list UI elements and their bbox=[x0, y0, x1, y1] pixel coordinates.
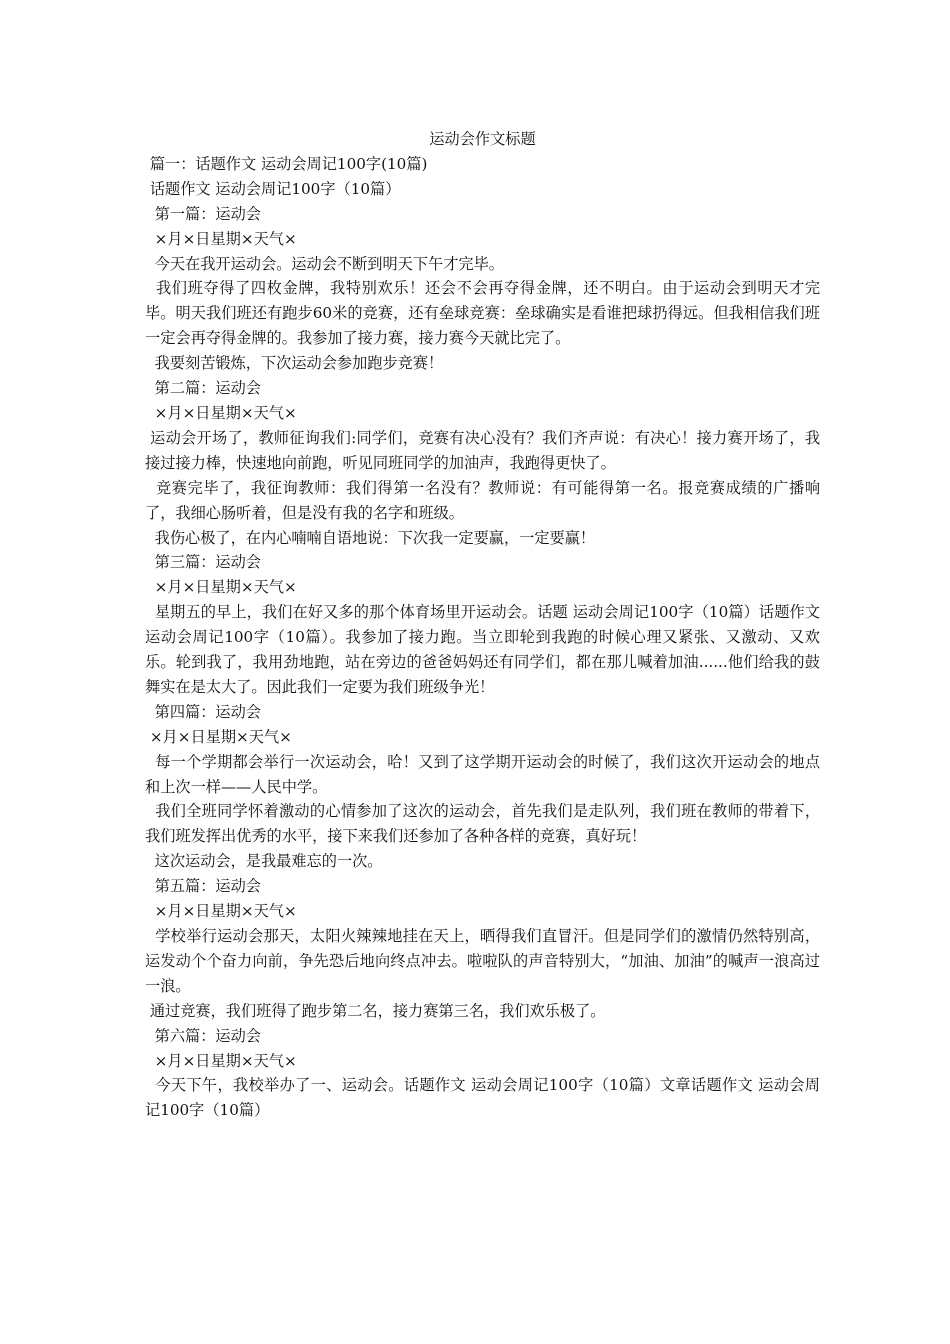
paragraph: 这次运动会，是我最难忘的一次。 bbox=[145, 852, 383, 871]
paragraph: ×月×日星期×天气× bbox=[145, 403, 297, 422]
paragraph: 第五篇：运动会 bbox=[145, 877, 261, 896]
paragraph: 第三篇：运动会 bbox=[145, 553, 261, 572]
document-title: 运动会作文标题 bbox=[429, 130, 536, 148]
paragraph: 今天下午，我校举办了一、运动会。话题作文 运动会周记100字（10篇）文章话题作文 运动会周记100字（10篇） bbox=[145, 1076, 820, 1120]
paragraph: ×月×日星期×天气× bbox=[145, 727, 292, 746]
paragraph: 第一篇：运动会 bbox=[145, 204, 261, 223]
paragraph: 第六篇：运动会 bbox=[145, 1026, 261, 1045]
paragraph: 今天在我开运动会。运动会不断到明天下午才完毕。 bbox=[145, 254, 504, 273]
paragraph: 竞赛完毕了，我征询教师：我们得第一名没有？教师说：有可能得第一名。报竞赛成绩的广播响了，我细心肠听着，但是没有我的名字和班级。 bbox=[145, 478, 821, 522]
paragraph: 学校举行运动会那天，太阳火辣辣地挂在天上，晒得我们直冒汗。但是同学们的激情仍然特别高，运发动个个奋力向前，争先恐后地向终点冲去。啦啦队的声音特别大，“加油、加油”的喊声一浪高过一浪。 bbox=[145, 927, 821, 995]
paragraph: 第四篇：运动会 bbox=[145, 702, 261, 721]
paragraph: ×月×日星期×天气× bbox=[145, 578, 297, 597]
paragraph: 我伤心极了，在内心喃喃自语地说：下次我一定要赢，一定要赢！ bbox=[145, 528, 596, 547]
paragraph: 星期五的早上，我们在好又多的那个体育场里开运动会。话题 运动会周记100字（10篇）话题作文 运动会周记100字（10篇）。我参加了接力跑。当立即轮到我跑的时候心理又紧张、又激动、又欢乐。轮到我了，我用劲地跑，站在旁边的爸爸妈妈还有同学们，都在那儿喊着加油......他们给我的鼓舞实在是太大了。因此我们一定要为我们班级争光！ bbox=[145, 603, 825, 696]
document-body bbox=[145, 127, 825, 1123]
paragraph: 我要刻苦锻炼，下次运动会参加跑步竞赛！ bbox=[145, 354, 444, 373]
document-text bbox=[145, 152, 825, 1123]
paragraph: ×月×日星期×天气× bbox=[145, 902, 297, 921]
paragraph: 每一个学期都会举行一次运动会，哈！又到了这学期开运动会的时候了，我们这次开运动会的地点和上次一样——人民中学。 bbox=[145, 752, 821, 796]
paragraph: 话题作文 运动会周记100字（10篇） bbox=[145, 179, 401, 198]
paragraph: ×月×日星期×天气× bbox=[145, 229, 297, 248]
paragraph: 我们全班同学怀着激动的心情参加了这次的运动会，首先我们是走队列，我们班在教师的带着下，我们班发挥出优秀的水平，接下来我们还参加了各种各样的竞赛，真好玩！ bbox=[145, 802, 821, 846]
paragraph: 篇一：话题作文 运动会周记100字(10篇) bbox=[145, 154, 428, 173]
paragraph: ×月×日星期×天气× bbox=[145, 1051, 297, 1070]
paragraph: 运动会开场了，教师征询我们:同学们，竞赛有决心没有？我们齐声说：有决心！接力赛开场了，我接过接力棒，快速地向前跑，听见同班同学的加油声，我跑得更快了。 bbox=[145, 428, 821, 472]
paragraph: 第二篇：运动会 bbox=[145, 379, 261, 398]
paragraph: 通过竞赛，我们班得了跑步第二名，接力赛第三名，我们欢乐极了。 bbox=[145, 1001, 606, 1020]
paragraph: 我们班夺得了四枚金牌，我特别欢乐！还会不会再夺得金牌，还不明白。由于运动会到明天才完毕。明天我们班还有跑步60米的竞赛，还有垒球竞赛：垒球确实是看谁把球扔得远。但我相信我们班一定会再夺得金牌的。我参加了接力赛，接力赛今天就比完了。 bbox=[145, 279, 821, 348]
